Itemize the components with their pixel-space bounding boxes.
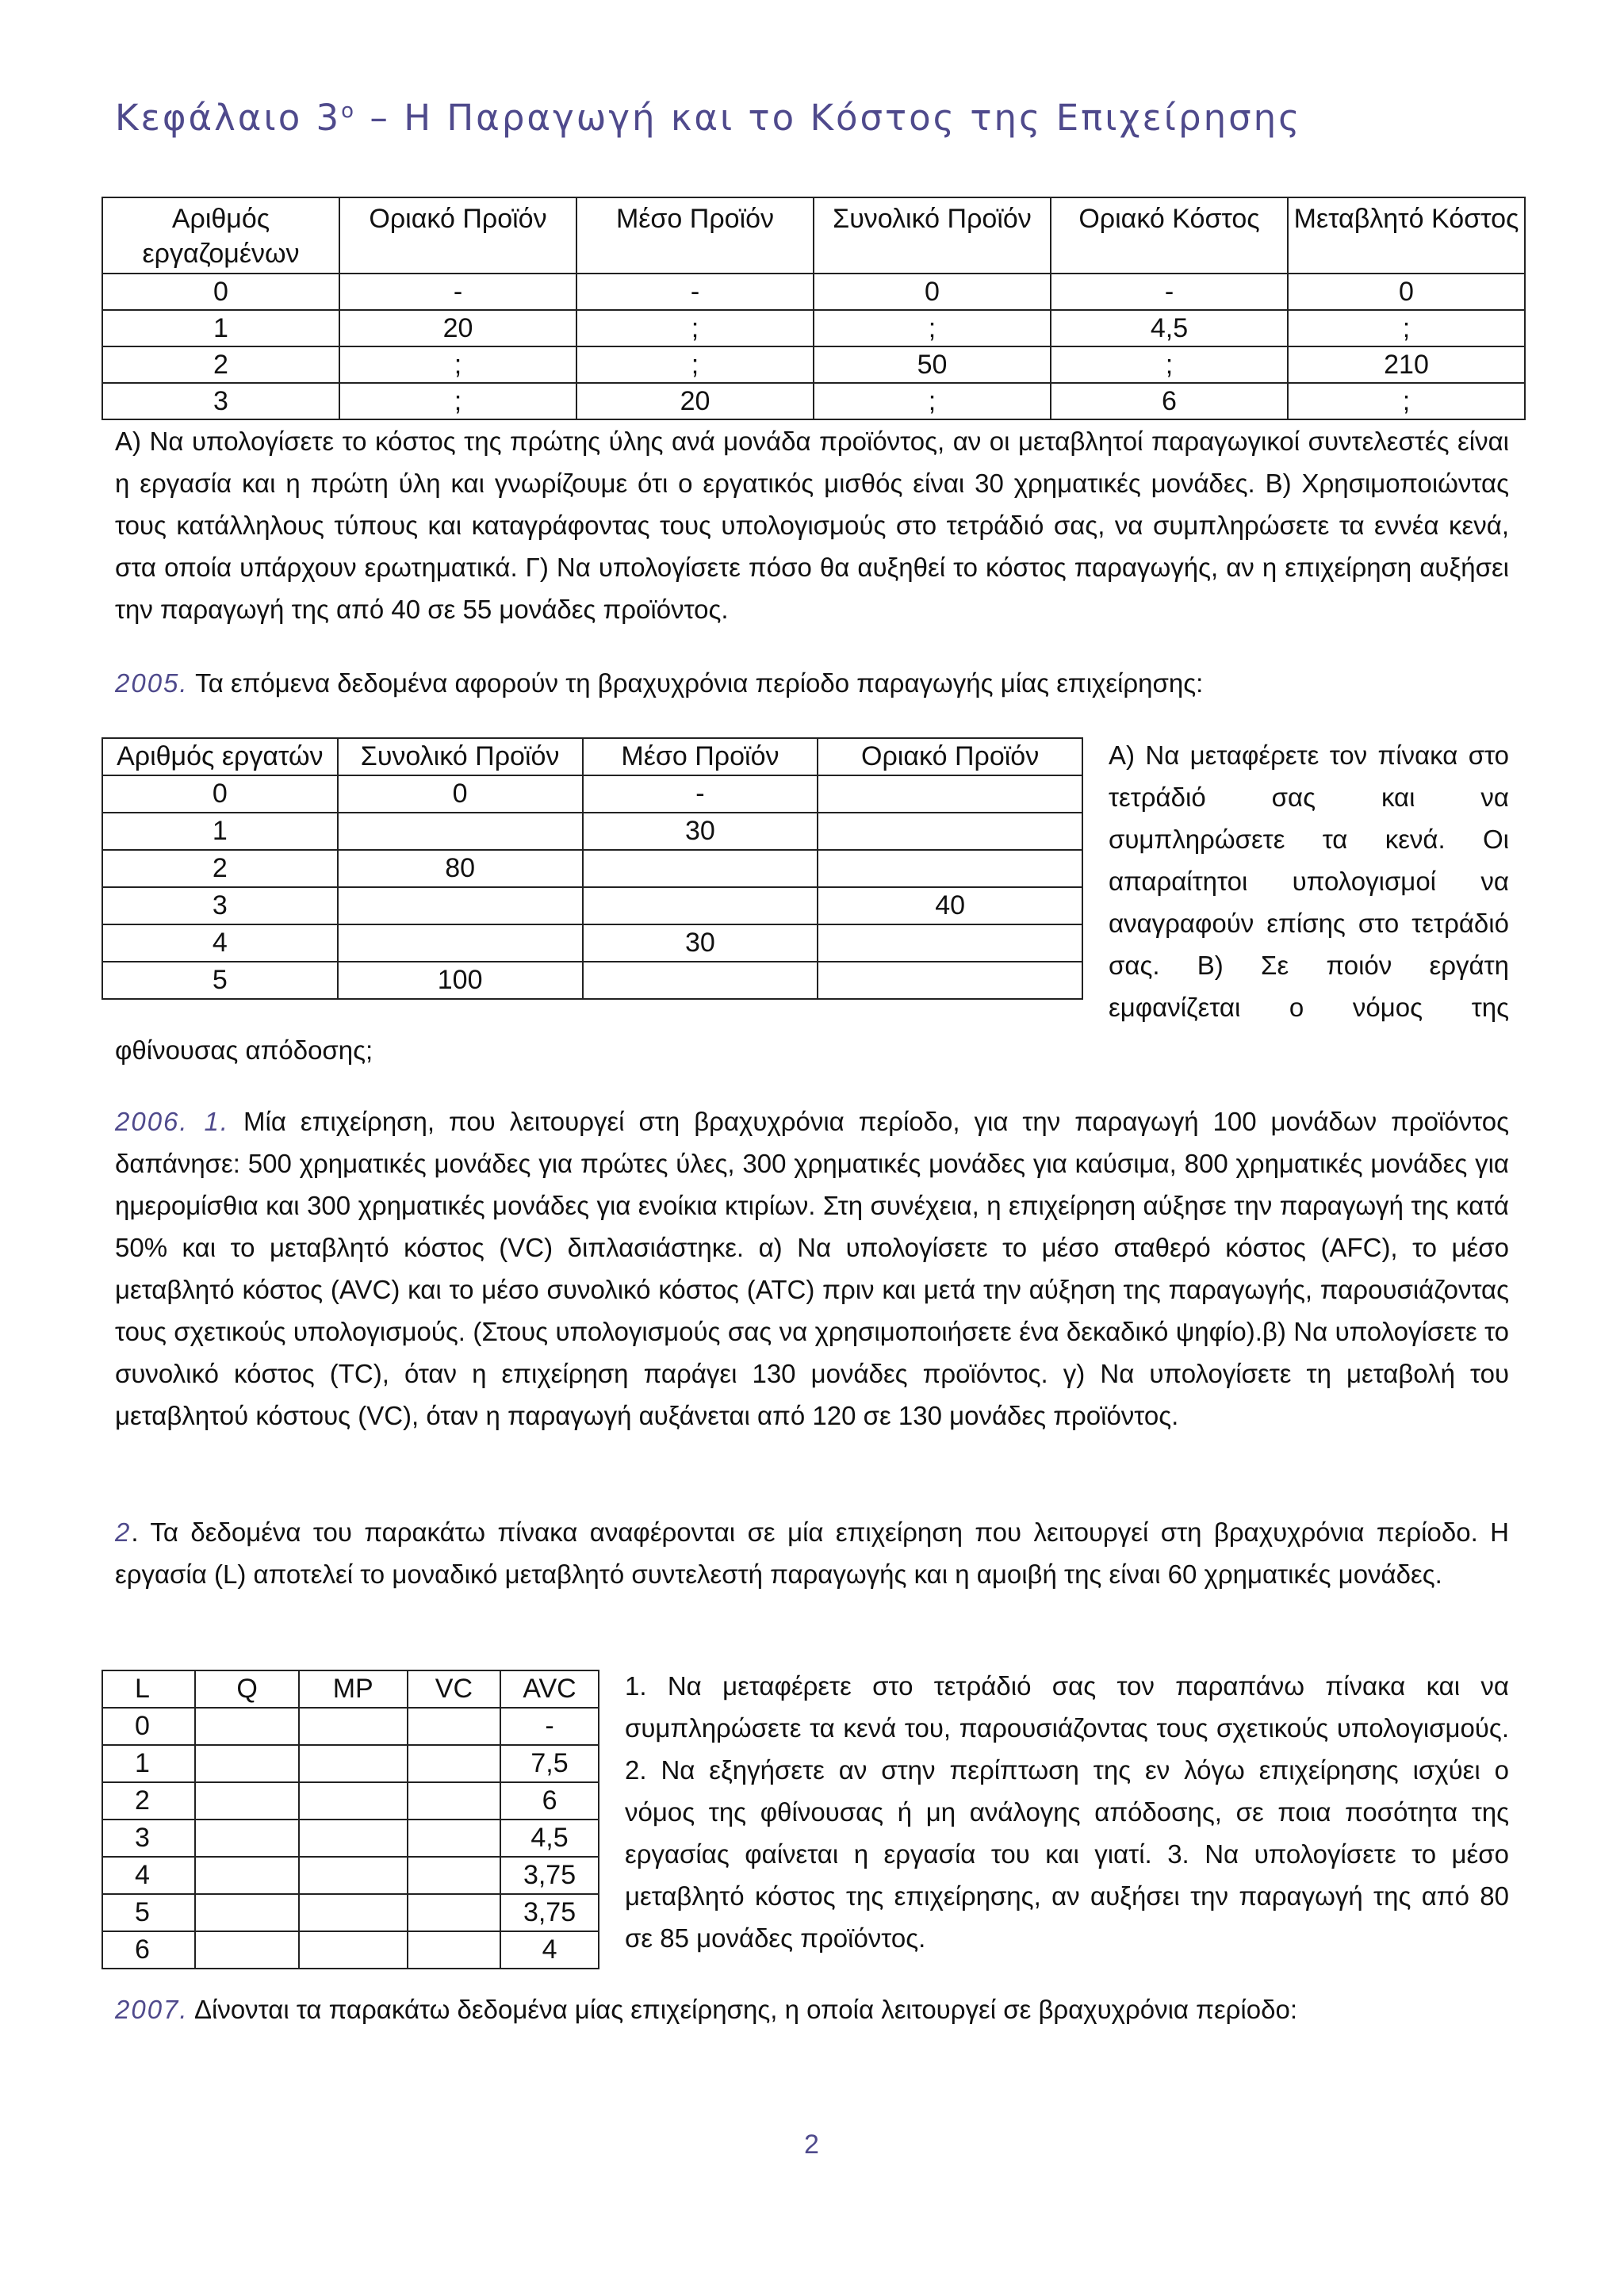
table-cell xyxy=(583,887,818,924)
table-cell xyxy=(408,1708,500,1745)
table-cell xyxy=(299,1820,408,1857)
table-cell xyxy=(408,1745,500,1782)
table-cell xyxy=(195,1931,298,1969)
table-row xyxy=(102,962,1082,999)
table-cell xyxy=(408,1782,500,1820)
table-cell: 50 xyxy=(814,346,1051,383)
table-2005-workers xyxy=(102,737,1083,1000)
table-header-row xyxy=(102,738,1082,775)
table-row xyxy=(102,924,1082,962)
table-production-cost xyxy=(102,197,1526,420)
table-cell: ; xyxy=(576,346,814,383)
col-header: MP xyxy=(299,1670,408,1708)
table-row xyxy=(102,850,1082,887)
table-cell: 20 xyxy=(576,383,814,419)
table-cell: ; xyxy=(339,346,576,383)
table-cell: 210 xyxy=(1288,346,1525,383)
table-cell: 0 xyxy=(1288,274,1525,310)
table-cell: 3 xyxy=(102,887,338,924)
table-cell xyxy=(195,1708,298,1745)
exercise-text: . Τα δεδομένα του παρακάτω πίνακα αναφέρονται σε μία επιχείρηση που λειτουργεί στη βραχυχρόνια περίοδο. Η εργασία (L) αποτελεί το μοναδικό μεταβλητό συντελεστή παραγωγής και η αμοιβή της είναι 60 χρηματικές μονάδες. xyxy=(115,1517,1509,1589)
table-row xyxy=(102,310,1525,346)
col-header: Q xyxy=(195,1670,298,1708)
exercise-2005-intro xyxy=(115,662,1509,704)
table-cell: 4,5 xyxy=(1051,310,1288,346)
table-row xyxy=(102,775,1082,813)
table-cell: ; xyxy=(1288,383,1525,419)
table-cell: 2 xyxy=(102,346,339,383)
col-header: Οριακό Κόστος xyxy=(1051,197,1288,274)
table-cell xyxy=(195,1857,298,1894)
table-cell: 0 xyxy=(102,274,339,310)
col-header: Αριθμός εργαζομένων xyxy=(102,197,339,274)
table-header-row xyxy=(102,197,1525,274)
table-cell xyxy=(408,1931,500,1969)
table-cell xyxy=(299,1782,408,1820)
table-row xyxy=(102,1931,599,1969)
table-cell: 3 xyxy=(102,383,339,419)
exercise-2006-1 xyxy=(115,1100,1509,1437)
exercise-text: Δίνονται τα παρακάτω δεδομένα μίας επιχείρησης, η οποία λειτουργεί σε βραχυχρόνια περίοδο: xyxy=(188,1995,1298,2024)
table-cell: 80 xyxy=(338,850,583,887)
exercise-2006-2-questions: 1. Να μεταφέρετε στο τετράδιό σας τον παραπάνω πίνακα και να συμπληρώσετε τα κενά του, παρουσιάζοντας τους σχετικούς υπολογισμούς. 2. Να εξηγήσετε αν στην περίπτωση της εν λόγω επιχείρησης ισχύει ο νόμος της φθίνουσας ή μη ανάλογης απόδοσης, σε ποια ποσότητα της εργασίας φαίνεται η εργασία του και γιατί. 3. Να υπολογίσετε το μέσο μεταβλητό κόστος της επιχείρησης, αν αυξήσει την παραγωγή της από 80 σε 85 μονάδες προϊόντος. xyxy=(625,1671,1509,1953)
table-cell: - xyxy=(500,1708,599,1745)
col-header: Μεταβλητό Κόστος xyxy=(1288,197,1525,274)
table-cell: 1 xyxy=(102,813,338,850)
table-cell xyxy=(338,924,583,962)
table-cell: - xyxy=(583,775,818,813)
table-cell xyxy=(818,813,1082,850)
exercise-year-label: 2006. 1. xyxy=(115,1107,230,1136)
table-row xyxy=(102,1820,599,1857)
exercise-2005-questions: Α) Να μεταφέρετε τον πίνακα στο τετράδιό σας και να συμπληρώσετε τα κενά. Οι απαραίτητοι υπολογισμοί να αναγραφούν επίσης στο τετράδιό σας. Β) Σε ποιόν εργάτη εμφανίζεται ο νόμος της xyxy=(1109,740,1509,1022)
col-header: AVC xyxy=(500,1670,599,1708)
table-cell: ; xyxy=(814,383,1051,419)
table-cell: 0 xyxy=(102,775,338,813)
table-cell: ; xyxy=(814,310,1051,346)
table-row xyxy=(102,383,1525,419)
exercise-year-label: 2007. xyxy=(115,1995,189,2024)
table-cell xyxy=(299,1894,408,1931)
table-cell xyxy=(408,1820,500,1857)
col-header: Αριθμός εργατών xyxy=(102,738,338,775)
table-row xyxy=(102,274,1525,310)
table-cell xyxy=(299,1708,408,1745)
table-cell xyxy=(408,1857,500,1894)
table-cell xyxy=(818,924,1082,962)
table-cell: 4,5 xyxy=(500,1820,599,1857)
col-header: Οριακό Προϊόν xyxy=(818,738,1082,775)
table-cell: ; xyxy=(1051,346,1288,383)
table-cell: 20 xyxy=(339,310,576,346)
col-header: Μέσο Προϊόν xyxy=(583,738,818,775)
title-superscript: ο xyxy=(341,99,357,123)
table-cell xyxy=(195,1745,298,1782)
table-cell xyxy=(338,813,583,850)
table-cell: 3 xyxy=(102,1820,195,1857)
table-cell: 4 xyxy=(500,1931,599,1969)
col-header: VC xyxy=(408,1670,500,1708)
exercise-2006-2 xyxy=(115,1511,1509,1595)
table-cell xyxy=(818,850,1082,887)
exercise-text: Μία επιχείρηση, που λειτουργεί στη βραχυχρόνια περίοδο, για την παραγωγή 100 μονάδων προϊόντος δαπάνησε: 500 χρηματικές μονάδες για πρώτες ύλες, 300 χρηματικές μονάδες για καύσιμα, 800 χρηματικές μονάδες για ημερομίσθια και 300 χρηματικές μονάδες για ενοίκια κτιρίων. Στη συνέχεια, η επιχείρηση αύξησε την παραγωγή της κατά 50% και το μεταβλητό κόστος (VC) διπλασιάστηκε. α) Να υπολογίσετε το μέσο σταθερό κόστος (AFC), το μέσο μεταβλητό κόστος (AVC) και το μέσο συνολικό κόστος (ATC) πριν και μετά την αύξηση της παραγωγής, παρουσιάζοντας τους σχετικούς υπολογισμούς. (Στους υπολογισμούς σας να χρησιμοποιήσετε ένα δεκαδικό ψηφίο).β) Να υπολογίσετε το συνολικό κόστος (TC), όταν η επιχείρηση παράγει 130 μονάδες προϊόντος. γ) Να υπολογίσετε τη μεταβολή του μεταβλητού κόστους (VC), όταν η παραγωγή αυξάνεται από 120 σε 130 μονάδες προϊόντος. xyxy=(115,1107,1509,1430)
table-row xyxy=(102,887,1082,924)
col-header: Οριακό Προϊόν xyxy=(339,197,576,274)
col-header: Συνολικό Προϊόν xyxy=(814,197,1051,274)
table-row xyxy=(102,1894,599,1931)
table-labor-avc xyxy=(102,1670,599,1969)
table-cell xyxy=(195,1782,298,1820)
table-cell: 0 xyxy=(338,775,583,813)
table-cell: ; xyxy=(576,310,814,346)
table-cell: 2 xyxy=(102,1782,195,1820)
chapter-title xyxy=(115,97,1302,139)
table-cell: 30 xyxy=(583,813,818,850)
table-row xyxy=(102,1782,599,1820)
table-cell: 6 xyxy=(1051,383,1288,419)
table-cell xyxy=(338,887,583,924)
col-header: Συνολικό Προϊόν xyxy=(338,738,583,775)
exercise-questions-1: Α) Να υπολογίσετε το κόστος της πρώτης ύλης ανά μονάδα προϊόντος, αν οι μεταβλητοί παραγωγικοί συντελεστές είναι η εργασία και η πρώτη ύλη και γνωρίζουμε ότι ο εργατικός μισθός είναι 30 χρηματικές μονάδες. Β) Χρησιμοποιώντας τους κατάλληλους τύπους και καταγράφοντας τους υπολογισμούς στο τετράδιό σας, να συμπληρώσετε τα εννέα κενά, στα οποία υπάρχουν ερωτηματικά. Γ) Να υπολογίσετε πόσο θα αυξηθεί το κόστος παραγωγής, αν η επιχείρηση αυξήσει την παραγωγή της από 40 σε 55 μονάδες προϊόντος. xyxy=(115,427,1509,624)
table-header-row xyxy=(102,1670,599,1708)
table-cell: 1 xyxy=(102,1745,195,1782)
table-cell: - xyxy=(339,274,576,310)
col-header: Μέσο Προϊόν xyxy=(576,197,814,274)
table-cell: 0 xyxy=(814,274,1051,310)
title-prefix: Κεφάλαιο 3 xyxy=(115,97,342,139)
table-row xyxy=(102,1857,599,1894)
page-number: 2 xyxy=(804,2130,819,2160)
table-cell: 2 xyxy=(102,850,338,887)
col-header: L xyxy=(102,1670,195,1708)
table-cell: 40 xyxy=(818,887,1082,924)
table-cell xyxy=(583,962,818,999)
table-cell: 3,75 xyxy=(500,1857,599,1894)
table-row xyxy=(102,1745,599,1782)
table-cell xyxy=(818,775,1082,813)
exercise-2005-questions-continued: φθίνουσας απόδοσης; xyxy=(115,1035,373,1065)
table-cell: 0 xyxy=(102,1708,195,1745)
table-cell: 1 xyxy=(102,310,339,346)
table-cell: 30 xyxy=(583,924,818,962)
table-cell xyxy=(583,850,818,887)
table-cell xyxy=(299,1745,408,1782)
table-cell: 6 xyxy=(102,1931,195,1969)
table-cell: 5 xyxy=(102,962,338,999)
title-suffix: – Η Παραγωγή και το Κόστος της Επιχείρησης xyxy=(356,97,1302,139)
table-cell xyxy=(195,1820,298,1857)
table-cell: - xyxy=(1051,274,1288,310)
table-cell xyxy=(818,962,1082,999)
table-cell xyxy=(299,1857,408,1894)
table-cell: 4 xyxy=(102,1857,195,1894)
table-cell: 7,5 xyxy=(500,1745,599,1782)
exercise-2007-intro xyxy=(115,1988,1509,2030)
table-cell: ; xyxy=(339,383,576,419)
table-cell: 100 xyxy=(338,962,583,999)
table-cell: 3,75 xyxy=(500,1894,599,1931)
table-cell xyxy=(195,1894,298,1931)
exercise-year-label: 2005. xyxy=(115,668,189,698)
table-cell xyxy=(408,1894,500,1931)
table-cell: 6 xyxy=(500,1782,599,1820)
exercise-number-label: 2 xyxy=(115,1517,132,1547)
table-cell xyxy=(299,1931,408,1969)
table-cell: 4 xyxy=(102,924,338,962)
table-cell: ; xyxy=(1288,310,1525,346)
exercise-intro-text: Τα επόμενα δεδομένα αφορούν τη βραχυχρόνια περίοδο παραγωγής μίας επιχείρησης: xyxy=(188,668,1204,698)
table-cell: 5 xyxy=(102,1894,195,1931)
table-row xyxy=(102,1708,599,1745)
table-row xyxy=(102,813,1082,850)
table-row xyxy=(102,346,1525,383)
table-cell: - xyxy=(576,274,814,310)
